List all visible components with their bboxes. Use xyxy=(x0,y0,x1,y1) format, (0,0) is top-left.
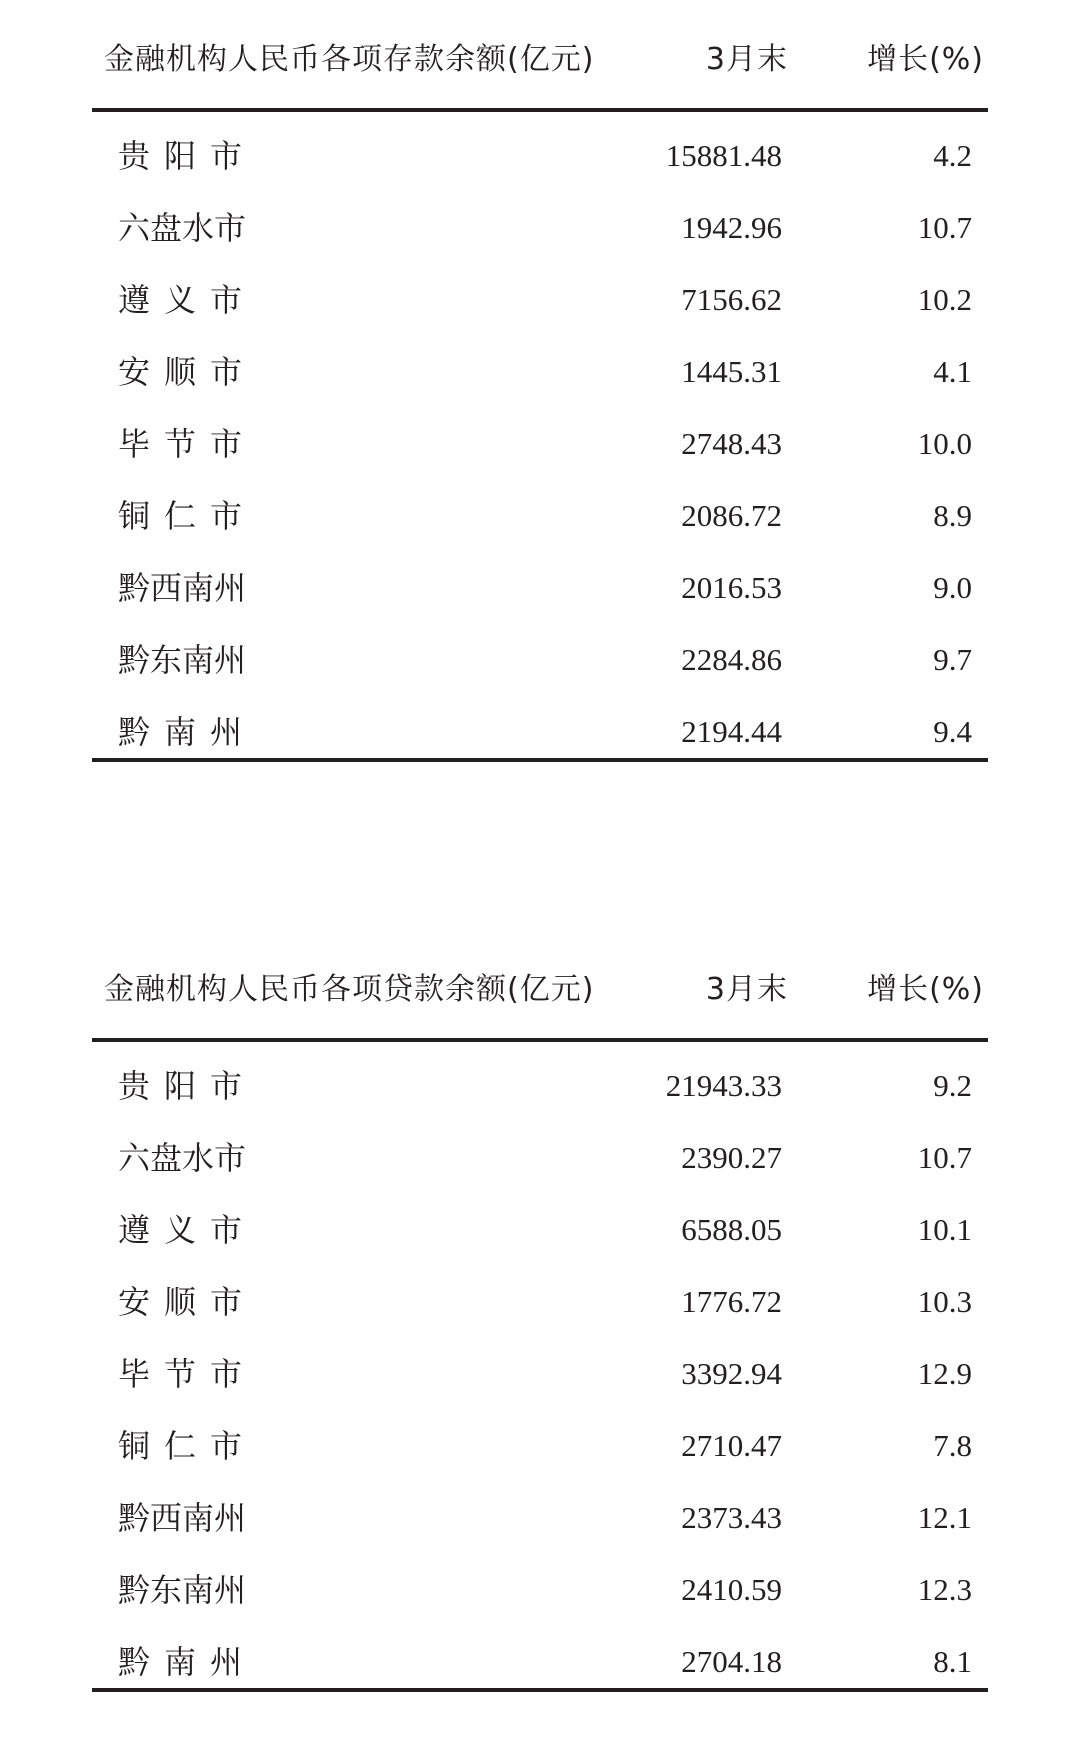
table-row xyxy=(92,1418,988,1490)
table-row xyxy=(92,272,988,344)
table-row xyxy=(92,488,988,560)
month-end-balance: 3392.94 xyxy=(681,1356,782,1391)
table-row xyxy=(92,632,988,704)
region-name: 安顺市 xyxy=(118,353,257,391)
column-header-growth: 增长(%) xyxy=(867,42,984,77)
month-end-balance: 2390.27 xyxy=(681,1140,782,1175)
table-row xyxy=(92,200,988,272)
growth-rate: 8.9 xyxy=(933,498,972,533)
column-header-month-end: 3月末 xyxy=(705,972,788,1007)
table-row xyxy=(92,416,988,488)
table-row xyxy=(92,1274,988,1346)
month-end-balance: 2284.86 xyxy=(681,642,782,677)
month-end-balance: 1445.31 xyxy=(681,354,782,389)
table-body xyxy=(92,1058,988,1706)
region-name: 黔南州 xyxy=(118,1643,257,1681)
bottom-rule xyxy=(92,758,988,762)
growth-rate: 12.9 xyxy=(917,1356,972,1391)
deposits-table-title: 金融机构人民币各项存款余额(亿元) xyxy=(104,42,595,77)
table-row xyxy=(92,128,988,200)
month-end-balance: 2194.44 xyxy=(681,714,782,749)
growth-rate: 10.7 xyxy=(917,210,972,245)
growth-rate: 12.3 xyxy=(917,1572,972,1607)
region-name: 贵阳市 xyxy=(118,1067,257,1105)
region-name: 黔东南州 xyxy=(118,641,247,679)
table-row xyxy=(92,1058,988,1130)
month-end-balance: 1942.96 xyxy=(681,210,782,245)
table-row xyxy=(92,704,988,776)
table-row xyxy=(92,344,988,416)
header-rule xyxy=(92,108,988,112)
growth-rate: 9.2 xyxy=(933,1068,972,1103)
region-name: 遵义市 xyxy=(118,281,257,319)
region-name: 铜仁市 xyxy=(118,497,257,535)
month-end-balance: 2016.53 xyxy=(681,570,782,605)
growth-rate: 9.4 xyxy=(933,714,972,749)
month-end-balance: 21943.33 xyxy=(665,1068,782,1103)
region-name: 遵义市 xyxy=(118,1211,257,1249)
table-row xyxy=(92,1562,988,1634)
region-name: 贵阳市 xyxy=(118,137,257,175)
region-name: 黔西南州 xyxy=(118,1499,247,1537)
region-name: 铜仁市 xyxy=(118,1427,257,1465)
table-row xyxy=(92,1346,988,1418)
bottom-rule xyxy=(92,1688,988,1692)
column-header-month-end: 3月末 xyxy=(705,42,788,77)
growth-rate: 10.1 xyxy=(917,1212,972,1247)
table-row xyxy=(92,560,988,632)
table-row xyxy=(92,1634,988,1706)
month-end-balance: 2710.47 xyxy=(681,1428,782,1463)
table-body xyxy=(92,128,988,776)
table-row xyxy=(92,1202,988,1274)
month-end-balance: 2410.59 xyxy=(681,1572,782,1607)
month-end-balance: 1776.72 xyxy=(681,1284,782,1319)
region-name: 黔南州 xyxy=(118,713,257,751)
growth-rate: 9.7 xyxy=(933,642,972,677)
header-rule xyxy=(92,1038,988,1042)
growth-rate: 10.0 xyxy=(917,426,972,461)
growth-rate: 8.1 xyxy=(933,1644,972,1679)
region-name: 安顺市 xyxy=(118,1283,257,1321)
month-end-balance: 7156.62 xyxy=(681,282,782,317)
loans-table-title: 金融机构人民币各项贷款余额(亿元) xyxy=(104,972,595,1007)
growth-rate: 12.1 xyxy=(917,1500,972,1535)
growth-rate: 4.1 xyxy=(933,354,972,389)
month-end-balance: 15881.48 xyxy=(665,138,782,173)
month-end-balance: 2086.72 xyxy=(681,498,782,533)
month-end-balance: 2704.18 xyxy=(681,1644,782,1679)
column-header-growth: 增长(%) xyxy=(867,972,984,1007)
region-name: 黔西南州 xyxy=(118,569,247,607)
growth-rate: 10.7 xyxy=(917,1140,972,1175)
growth-rate: 4.2 xyxy=(933,138,972,173)
region-name: 黔东南州 xyxy=(118,1571,247,1609)
growth-rate: 10.3 xyxy=(917,1284,972,1319)
region-name: 毕节市 xyxy=(118,1355,257,1393)
growth-rate: 7.8 xyxy=(933,1428,972,1463)
region-name: 毕节市 xyxy=(118,425,257,463)
region-name: 六盘水市 xyxy=(118,1139,247,1177)
growth-rate: 10.2 xyxy=(917,282,972,317)
table-row xyxy=(92,1490,988,1562)
month-end-balance: 6588.05 xyxy=(681,1212,782,1247)
region-name: 六盘水市 xyxy=(118,209,247,247)
growth-rate: 9.0 xyxy=(933,570,972,605)
month-end-balance: 2748.43 xyxy=(681,426,782,461)
month-end-balance: 2373.43 xyxy=(681,1500,782,1535)
table-row xyxy=(92,1130,988,1202)
